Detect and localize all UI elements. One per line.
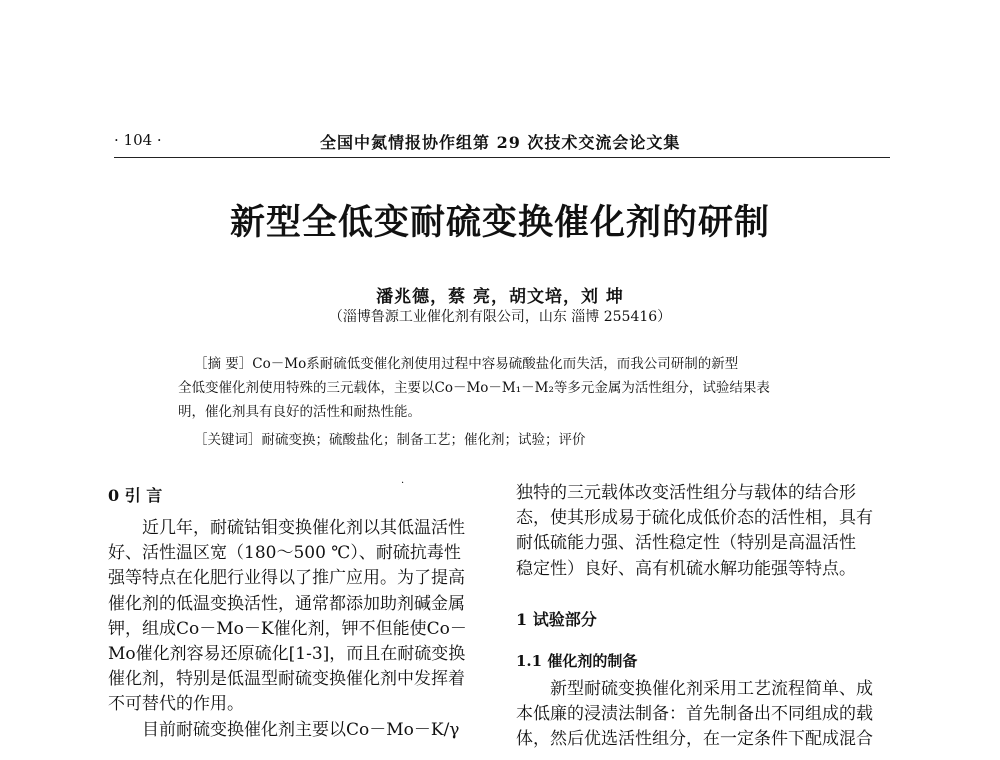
paragraph-line: 本低廉的浸渍法制备：首先制备出不同组成的载 [516,704,873,725]
affiliation: （淄博鲁源工业催化剂有限公司，山东 淄博 255416） [328,309,672,325]
abstract-line: ［摘 要］Co－Mo系耐硫低变催化剂使用过程中容易硫酸盐化而失活，而我公司研制的新型 [194,356,739,372]
section-heading-experiment: 1 试验部分 [516,610,597,629]
stray-dot: · [401,478,405,489]
paragraph-line: 新型耐硫变换催化剂采用工艺流程简单、成 [550,679,873,699]
abstract-line: 明，催化剂具有良好的活性和耐热性能。 [178,404,421,420]
paragraph-line: Mo催化剂容易还原硫化[1-3]，而且在耐硫变换 [108,643,466,664]
paragraph-line: 钾，组成Co－Mo－K催化剂，钾不但能使Co－ [108,618,467,639]
journal-title: 全国中氮情报协作组第 29 次技术交流会论文集 [320,133,681,152]
section-heading-intro: 0 引 言 [108,486,163,505]
paragraph-line: 稳定性）良好、高有机硫水解功能强等特点。 [516,558,856,579]
left-column [108,516,467,743]
paragraph-line: 近几年，耐硫钴钼变换催化剂以其低温活性 [142,518,465,538]
right-column-bottom [516,677,873,753]
authors: 潘兆德，蔡 亮，胡文培，刘 坤 [376,287,624,307]
paper-title: 新型全低变耐硫变换催化剂的研制 [229,202,770,243]
page-number: · 104 · [114,131,162,149]
subsection-heading: 1.1 催化剂的制备 [516,652,638,670]
paragraph-line: 独特的三元载体改变活性组分与载体的结合形 [516,483,856,503]
paragraph-line: 态，使其形成易于硫化成低价态的活性相，具有 [516,508,873,529]
paragraph-line: 强等特点在化肥行业得以了推广应用。为了提高 [108,568,465,589]
paragraph-line: 不可替代的作用。 [108,694,244,715]
paragraph-line: 耐低硫能力强、活性稳定性（特别是高温活性 [516,533,856,554]
abstract-line: 全低变催化剂使用特殊的三元载体，主要以Co－Mo－M₁－M₂等多元金属为活性组分，试验结果表 [178,380,770,396]
paragraph-line: 催化剂，特别是低温型耐硫变换催化剂中发挥着 [108,669,465,690]
running-header [114,129,890,158]
paragraph-line: 体，然后优选活性组分，在一定条件下配成混合 [516,729,873,750]
right-column-top [516,481,873,582]
keywords: ［关键词］耐硫变换；硫酸盐化；制备工艺；催化剂；试验；评价 [194,432,586,448]
paragraph-line: 好、活性温区宽（180～500 ℃）、耐硫抗毒性 [108,543,461,564]
paragraph-line: 催化剂的低温变换活性，通常都添加助剂碱金属 [108,593,465,614]
paragraph-line: 目前耐硫变换催化剂主要以Co－Mo－K/γ [142,719,460,740]
